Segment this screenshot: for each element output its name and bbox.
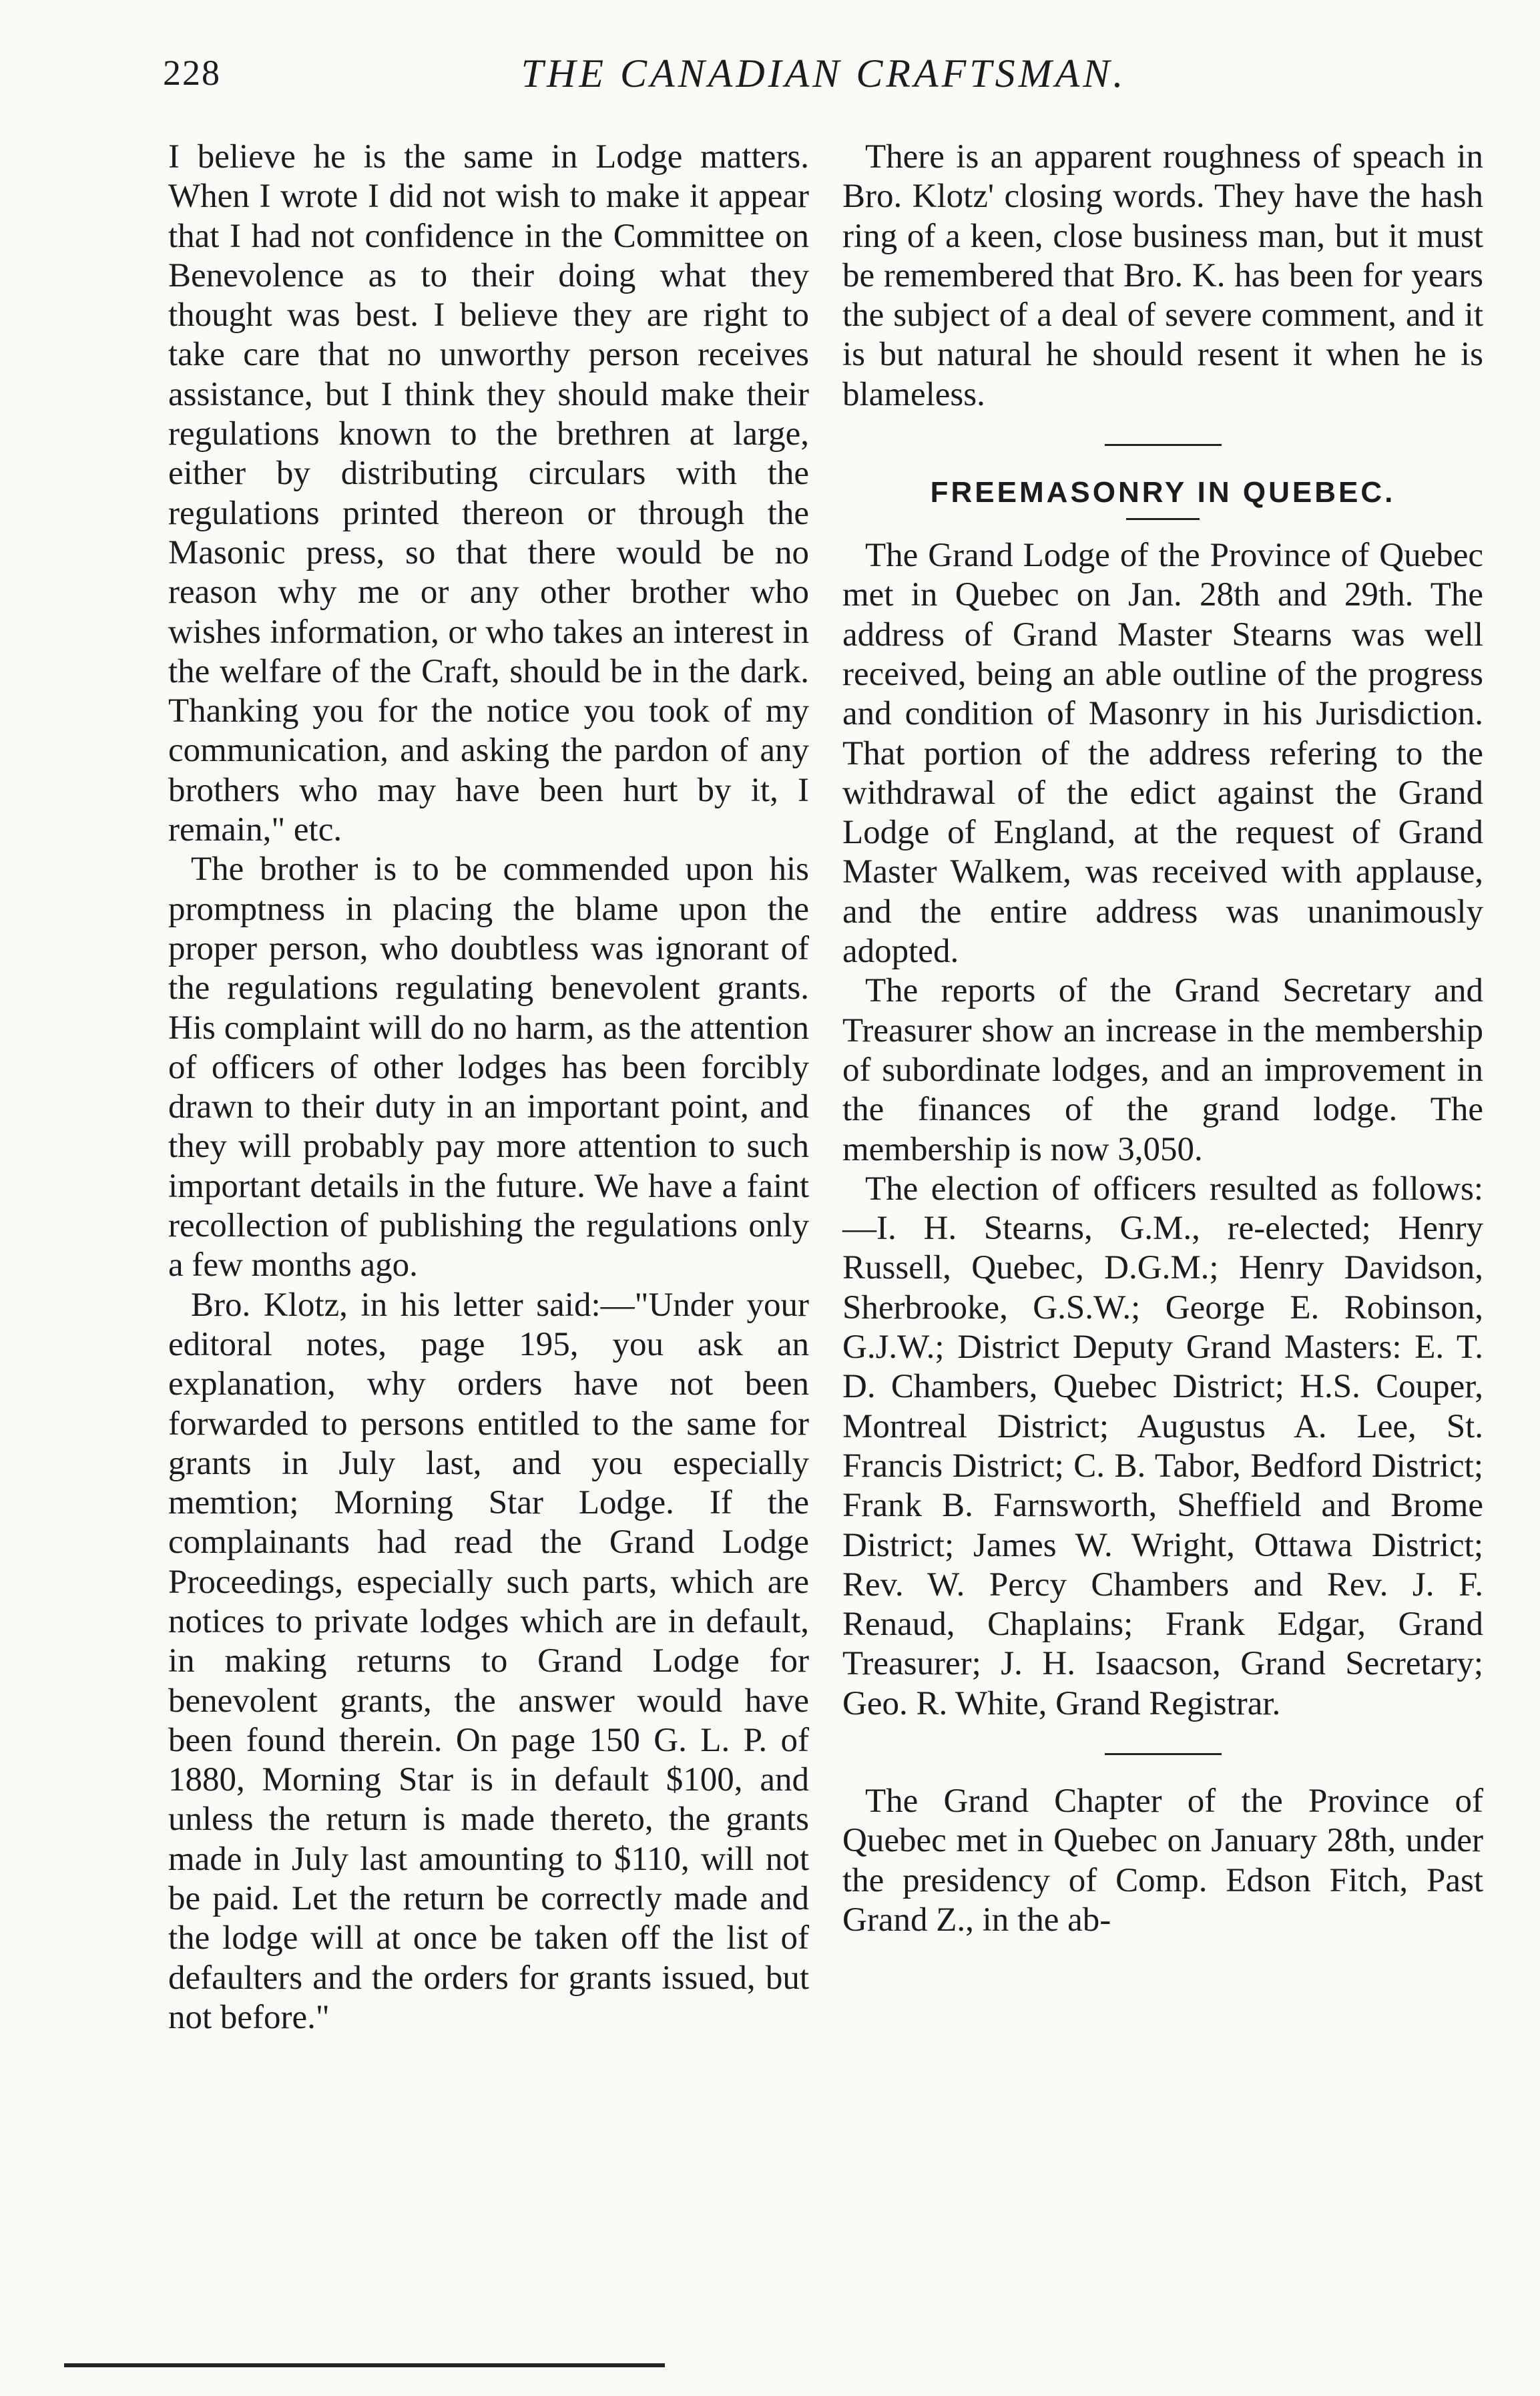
section-divider: [1105, 1753, 1222, 1755]
page-number: 228: [163, 53, 221, 93]
paragraph: The election of officers resulted as follows:—I. H. Stearns, G.M., re-elected; Henry Russell, Quebec, D.G.M.; Henry Davidson, Sherbrooke, G.S.W.; George E. Robinson, G.J.W.; District Deputy Grand Masters: E. T. D. Chambers, Quebec District; H.S. Couper, Montreal District; Augustus A. Lee, St. Francis District; C. B. Tabor, Bedford District; Frank B. Farnsworth, Sheffield and Brome District; James W. Wright, Ottawa District; Rev. W. Percy Chambers and Rev. J. F. Renaud, Chaplains; Frank Edgar, Grand Treasurer; J. H. Isaacson, Grand Secretary; Geo. R. White, Grand Registrar.: [842, 1170, 1483, 1722]
right-column: [842, 138, 1483, 1940]
paragraph: I believe he is the same in Lodge matters. When I wrote I did not wish to make it appear that I had not confidence in the Committee on Benevolence as to their doing what they thought was best. I believe they are right to take care that no unworthy person receives assistance, but I think they should make their regulations known to the brethren at large, either by distributing circulars with the regulations printed thereon or through the Masonic press, so that there would be no reason why me or any other brother who wishes information, or who takes an interest in the welfare of the Craft, should be in the dark. Thanking you for the notice you took of my communication, and asking the pardon of any brothers who may have been hurt by it, I remain," etc.: [168, 138, 809, 849]
paragraph: The reports of the Grand Secretary and Treasurer show an increase in the membership of subordinate lodges, and an improvement in the finances of the grand lodge. The membership is now 3,050.: [842, 972, 1483, 1168]
paragraph: The Grand Chapter of the Province of Quebec met in Quebec on January 28th, under the presidency of Comp. Edson Fitch, Past Grand Z., in the ab-: [842, 1782, 1483, 1939]
paragraph: There is an apparent roughness of speach in Bro. Klotz' closing words. They have the hash ring of a keen, close business man, but it must be remembered that Bro. K. has been for years the subject of a deal of severe comment, and it is but natural he should resent it when he is blameless.: [842, 138, 1483, 413]
left-column: [168, 138, 809, 2038]
section-divider: [1105, 444, 1222, 446]
bottom-rule: [64, 2363, 665, 2367]
page-header: [163, 39, 1485, 119]
paragraph: The brother is to be commended upon his promptness in placing the blame upon the proper person, who doubtless was ignorant of the regulations regulating benevolent grants. His complaint will do no harm, as the attention of officers of other lodges has been forcibly drawn to their duty in an important point, and they will probably pay more attention to such important details in the future. We have a faint recollection of publishing the regulations only a few months ago.: [168, 851, 809, 1284]
section-heading: FREEMASONRY IN QUEBEC.: [930, 476, 1396, 509]
running-title: THE CANADIAN CRAFTSMAN.: [521, 51, 1127, 95]
paragraph: The Grand Lodge of the Province of Quebec met in Quebec on Jan. 28th and 29th. The address of Grand Master Stearns was well received, being an able outline of the progress and condition of Masonry in his Jurisdiction. That portion of the address refering to the withdrawal of the edict against the Grand Lodge of England, at the request of Grand Master Walkem, was received with applause, and the entire address was unanimously adopted.: [842, 537, 1483, 971]
heading-underline: [1126, 518, 1200, 520]
paragraph: Bro. Klotz, in his letter said:—"Under your editoral notes, page 195, you ask an explanation, why orders have not been forwarded to persons entitled to the same for grants in July last, and you especially memtion; Morning Star Lodge. If the complainants had read the Grand Lodge Proceedings, especially such parts, which are notices to private lodges which are in default, in making returns to Grand Lodge for benevolent grants, the answer would have been found therein. On page 150 G. L. P. of 1880, Morning Star is in default $100, and unless the return is made thereto, the grants made in July last amounting to $110, will not be paid. Let the return be correctly made and the lodge will at once be taken off the list of defaulters and the orders for grants issued, but not before.": [168, 1286, 809, 2036]
